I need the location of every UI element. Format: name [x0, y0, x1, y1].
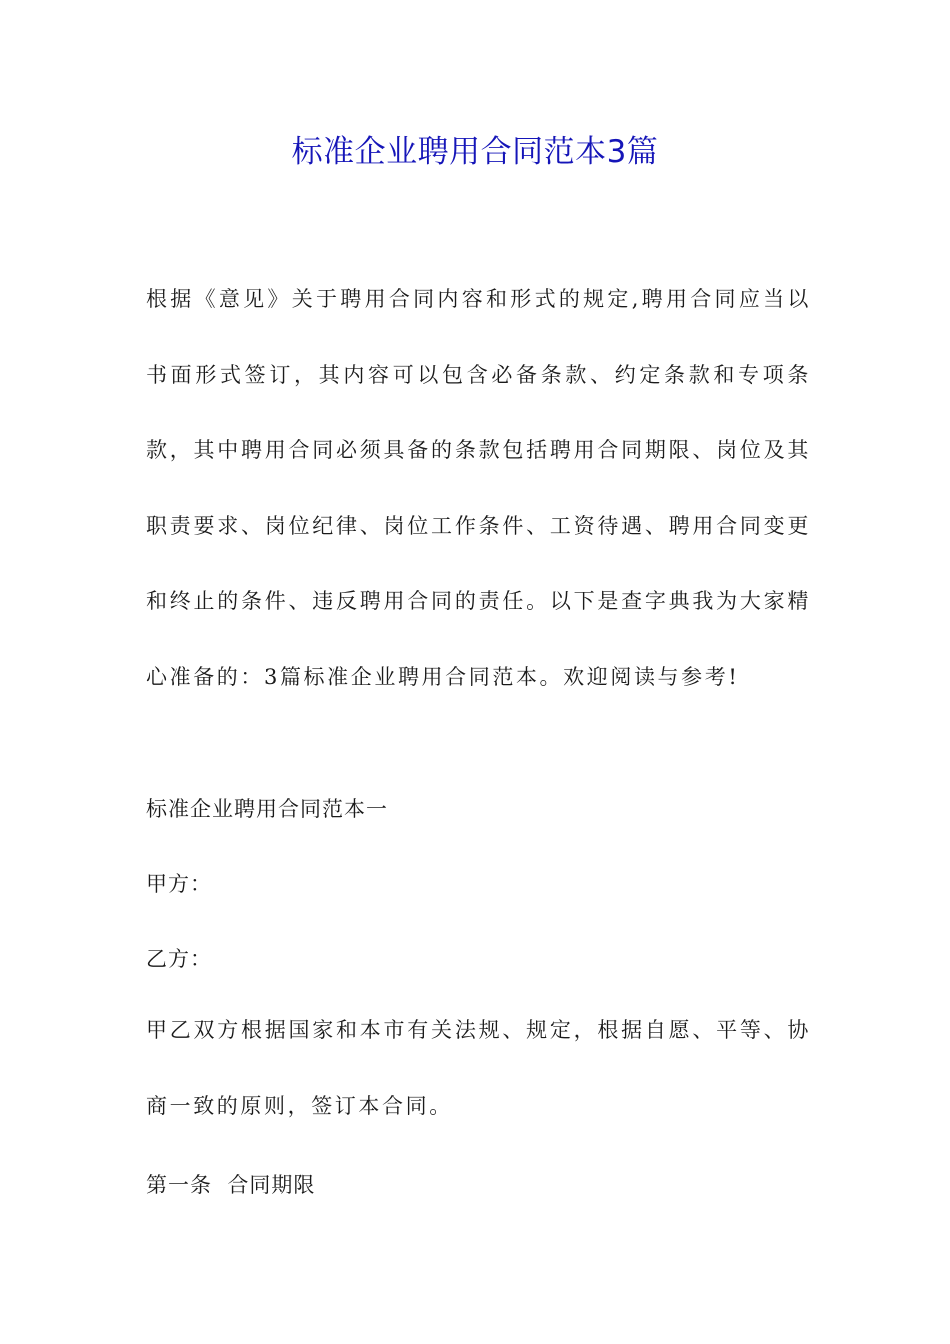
section-heading: 标准企业聘用合同范本一 [146, 797, 388, 821]
party-b-label: 乙方： [146, 947, 212, 971]
party-a-label: 甲方： [146, 872, 212, 896]
document-title: 标准企业聘用合同范本3篇 [291, 134, 659, 170]
article-1-heading: 第一条 合同期限 [146, 1173, 316, 1197]
preamble-paragraph: 甲乙双方根据国家和本市有关法规、规定，根据自愿、平等、协商一致的原则，签订本合同。 [146, 1018, 811, 1118]
intro-paragraph: 根据《意见》关于聘用合同内容和形式的规定,聘用合同应当以书面形式签订，其内容可以包含必备条款、约定条款和专项条款，其中聘用合同必须具备的条款包括聘用合同期限、岗位及其职责要求、岗位纪律、岗位工作条件、工资待遇、聘用合同变更和终止的条件、违反聘用合同的责任。以下是查字典我为大家精心准备的：3篇标准企业聘用合同范本。欢迎阅读与参考! [146, 287, 811, 689]
